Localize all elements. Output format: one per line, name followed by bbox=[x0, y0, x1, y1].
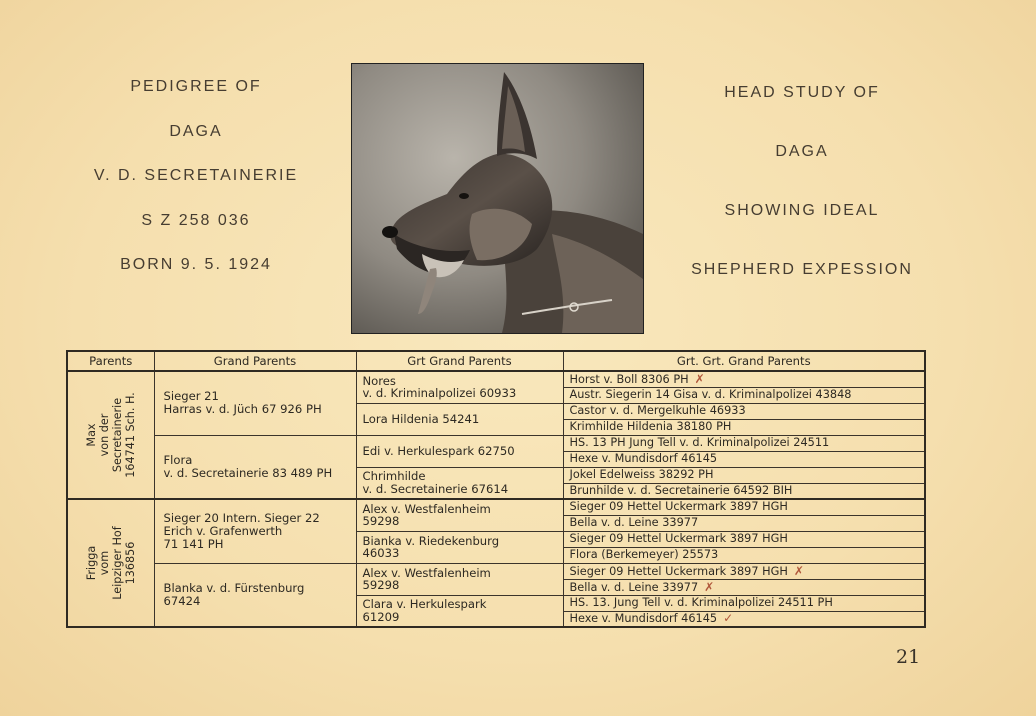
great-grandparent-cell: Alex v. Westfalenheim 59298 bbox=[356, 499, 563, 531]
table-header-row bbox=[67, 351, 925, 371]
pedigree-table bbox=[66, 350, 926, 628]
great-grandparent-cell: Alex v. Westfalenheim 59298 bbox=[356, 563, 563, 595]
header-grand-parents: Grand Parents bbox=[154, 351, 356, 371]
dam-name: Frigga vom Leipziger Hof 136856 bbox=[84, 526, 137, 600]
grandparent-cell: Flora v. d. Secretainerie 83 489 PH bbox=[154, 435, 356, 499]
great-grandparent-cell: Bianka v. Riedekenburg 46033 bbox=[356, 531, 563, 563]
great-grandparent-cell: Clara v. Herkulespark 61209 bbox=[356, 595, 563, 627]
dam-cell bbox=[67, 499, 154, 627]
great-grandparent-cell: Chrimhilde v. d. Secretainerie 67614 bbox=[356, 467, 563, 499]
great-great-grandparent-cell: Jokel Edelweiss 38292 PH bbox=[563, 467, 925, 483]
header-grt-grt-grand-parents: Grt. Grt. Grand Parents bbox=[563, 351, 925, 371]
great-grandparent-cell: Lora Hildenia 54241 bbox=[356, 403, 563, 435]
grandparent-cell: Sieger 21 Harras v. d. Jüch 67 926 PH bbox=[154, 371, 356, 435]
head-study-heading bbox=[680, 84, 924, 320]
heading-line: SHOWING IDEAL bbox=[724, 202, 880, 219]
sire-cell bbox=[67, 371, 154, 499]
table-row bbox=[67, 435, 925, 451]
great-great-grandparent-cell: HS. 13 PH Jung Tell v. d. Kriminalpolizei 24511 bbox=[563, 435, 925, 451]
great-great-grandparent-cell: Hexe v. Mundisdorf 46145 ✓ bbox=[563, 611, 925, 627]
pencil-check-mark: ✗ bbox=[694, 371, 705, 386]
great-great-grandparent-cell: Bella v. d. Leine 33977 bbox=[563, 515, 925, 531]
heading-dog-name: DAGA bbox=[775, 143, 829, 160]
dog-head-photo bbox=[352, 64, 643, 333]
great-grandparent-cell: Nores v. d. Kriminalpolizei 60933 bbox=[356, 371, 563, 403]
great-grandparent-cell: Edi v. Herkulespark 62750 bbox=[356, 435, 563, 467]
table-row bbox=[67, 499, 925, 515]
great-great-grandparent-cell: Sieger 09 Hettel Uckermark 3897 HGH ✗ bbox=[563, 563, 925, 579]
great-great-grandparent-cell: Austr. Siegerin 14 Gisa v. d. Kriminalpolizei 43848 bbox=[563, 387, 925, 403]
heading-kennel: V. D. SECRETAINERIE bbox=[93, 167, 299, 184]
heading-registration: S Z 258 036 bbox=[141, 211, 251, 229]
table-row bbox=[67, 371, 925, 387]
header-parents: Parents bbox=[67, 351, 154, 371]
grandparent-cell: Sieger 20 Intern. Sieger 22 Erich v. Grafenwerth 71 141 PH bbox=[154, 499, 356, 563]
pedigree-table-wrapper bbox=[66, 350, 924, 628]
heading-line: SHEPHERD EXPESSION bbox=[691, 261, 913, 278]
pencil-check-mark: ✗ bbox=[704, 579, 715, 594]
great-great-grandparent-cell: Hexe v. Mundisdorf 46145 bbox=[563, 451, 925, 467]
great-great-grandparent-cell: Brunhilde v. d. Secretainerie 64592 BIH bbox=[563, 483, 925, 499]
great-great-grandparent-cell: Sieger 09 Hettel Uckermark 3897 HGH bbox=[563, 499, 925, 515]
heading-line: PEDIGREE OF bbox=[130, 78, 262, 95]
great-great-grandparent-cell: Krimhilde Hildenia 38180 PH bbox=[563, 419, 925, 435]
header-grt-grand-parents: Grt Grand Parents bbox=[356, 351, 563, 371]
pencil-check-mark: ✓ bbox=[723, 611, 734, 626]
sire-name: Max von der Secretainerie 164741 Sch. H. bbox=[84, 392, 137, 478]
heading-line: HEAD STUDY OF bbox=[724, 84, 880, 101]
great-great-grandparent-cell: Bella v. d. Leine 33977 ✗ bbox=[563, 579, 925, 595]
great-great-grandparent-cell: Sieger 09 Hettel Uckermark 3897 HGH bbox=[563, 531, 925, 547]
great-great-grandparent-cell: Horst v. Boll 8306 PH ✗ bbox=[563, 371, 925, 387]
pedigree-heading bbox=[62, 78, 330, 301]
great-great-grandparent-cell: HS. 13. Jung Tell v. d. Kriminalpolizei 24511 PH bbox=[563, 595, 925, 611]
shepherd-head-image bbox=[352, 64, 643, 333]
page-number: 21 bbox=[896, 646, 921, 668]
table-row bbox=[67, 563, 925, 579]
great-great-grandparent-cell: Castor v. d. Mergelkuhle 46933 bbox=[563, 403, 925, 419]
pencil-check-mark: ✗ bbox=[793, 563, 804, 578]
heading-dog-name: DAGA bbox=[169, 122, 223, 140]
grandparent-cell: Blanka v. d. Fürstenburg 67424 bbox=[154, 563, 356, 627]
heading-birthdate: BORN 9. 5. 1924 bbox=[120, 256, 272, 273]
great-great-grandparent-cell: Flora (Berkemeyer) 25573 bbox=[563, 547, 925, 563]
